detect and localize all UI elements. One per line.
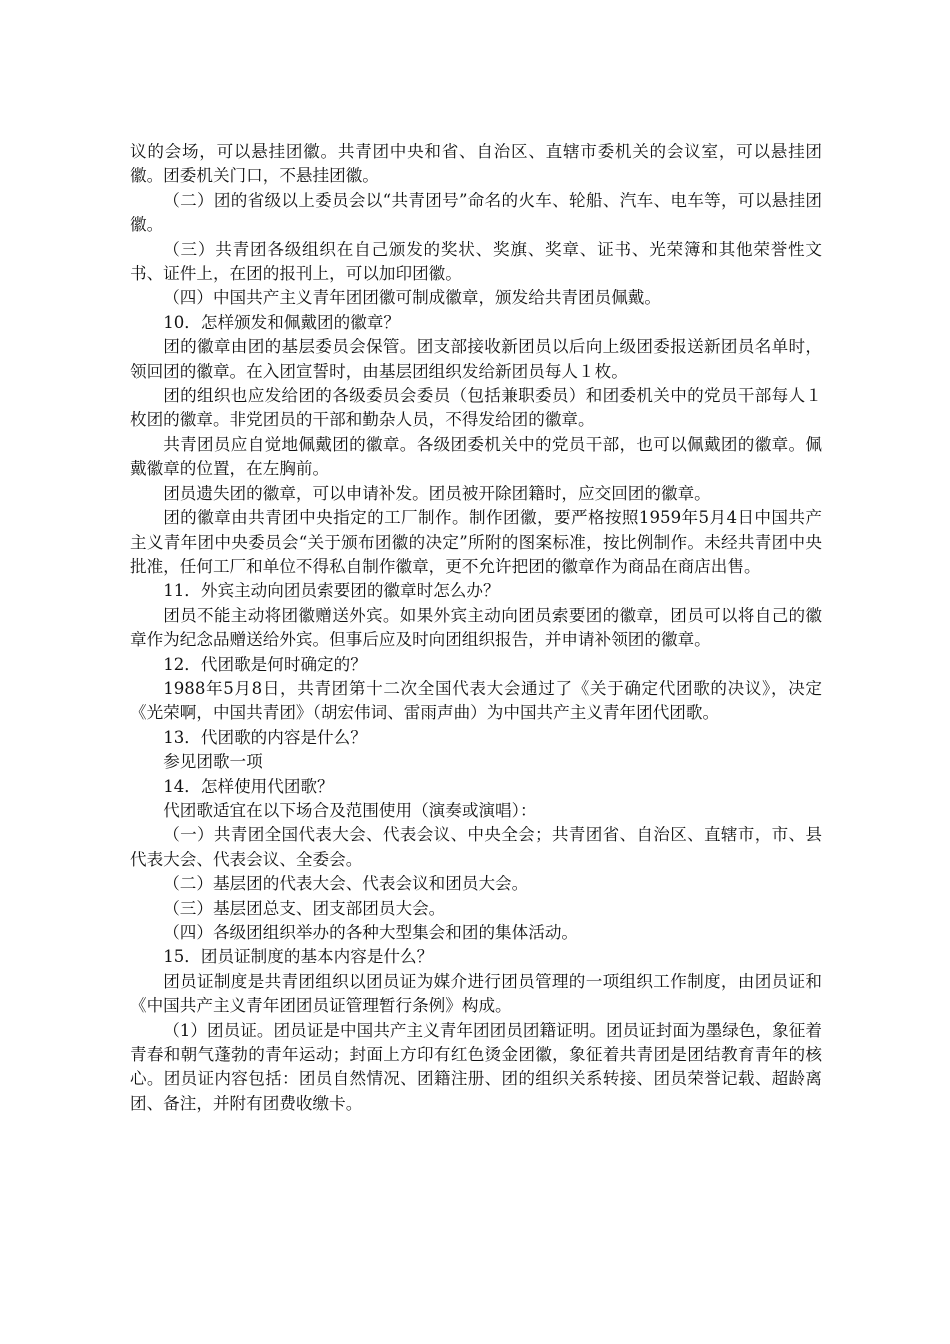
paragraph: 团员不能主动将团徽赠送外宾。如果外宾主动向团员索要团的徽章，团员可以将自己的徽章作为纪念品赠送给外宾。但事后应及时向团组织报告，并申请补领团的徽章。 [130, 605, 822, 650]
paragraph: （三）基层团总支、团支部团员大会。 [163, 898, 446, 918]
paragraph: （四）中国共产主义青年团团徽可制成徽章，颁发给共青团员佩戴。 [163, 288, 661, 308]
document-body [130, 140, 822, 1116]
paragraph: （三）共青团各级组织在自己颁发的奖状、奖旗、奖章、证书、光荣簿和其他荣誉性文书、证件上，在团的报刊上，可以加印团徽。 [130, 239, 822, 284]
question-heading: 14．怎样使用代团歌？ [163, 776, 334, 796]
paragraph: 代团歌适宜在以下场合及范围使用（演奏或演唱）： [163, 800, 537, 820]
question-heading: 12．代团歌是何时确定的？ [163, 654, 367, 674]
paragraph: 团的徽章由共青团中央指定的工厂制作。制作团徽，要严格按照1959年5月4日中国共产主义青年团中央委员会“关于颁布团徽的决定”所附的图案标准，按比例制作。未经共青团中央批准，任何工厂和单位不得私自制作徽章，更不允许把团的徽章作为商品在商店出售。 [130, 508, 822, 576]
question-heading: 10．怎样颁发和佩戴团的徽章？ [163, 312, 401, 332]
paragraph: （1）团员证。团员证是中国共产主义青年团团员团籍证明。团员证封面为墨绿色，象征着青春和朝气蓬勃的青年运动；封面上方印有红色烫金团徽，象征着共青团是团结教育青年的核心。团员证内容包括：团员自然情况、团籍注册、团的组织关系转接、团员荣誉记载、超龄离团、备注，并附有团费收缴卡。 [130, 1020, 822, 1113]
question-heading: 15．团员证制度的基本内容是什么？ [163, 947, 434, 967]
paragraph: 团员证制度是共青团组织以团员证为媒介进行团员管理的一项组织工作制度，由团员证和《中国共产主义青年团团员证管理暂行条例》构成。 [130, 971, 822, 1016]
paragraph: 参见团歌一项 [163, 752, 263, 772]
paragraph: 团的组织也应发给团的各级委员会委员（包括兼职委员）和团委机关中的党员干部每人１枚团的徽章。非党团员的干部和勤杂人员，不得发给团的徽章。 [130, 386, 822, 430]
paragraph: （二）基层团的代表大会、代表会议和团员大会。 [163, 874, 529, 894]
paragraph: （二）团的省级以上委员会以“共青团号”命名的火车、轮船、汽车、电车等，可以悬挂团徽。 [130, 190, 822, 235]
question-heading: 13．代团歌的内容是什么？ [163, 727, 367, 747]
paragraph: （一）共青团全国代表大会、代表会议、中央全会；共青团省、自治区、直辖市，市、县代表大会、代表会议、全委会。 [130, 825, 822, 869]
paragraph: 共青团员应自觉地佩戴团的徽章。各级团委机关中的党员干部，也可以佩戴团的徽章。佩戴徽章的位置，在左胸前。 [130, 434, 822, 479]
question-heading: 11．外宾主动向团员索要团的徽章时怎么办？ [163, 581, 500, 601]
paragraph: 1988年5月8日，共青团第十二次全国代表大会通过了《关于确定代团歌的决议》，决定《光荣啊，中国共青团》（胡宏伟词、雷雨声曲）为中国共产主义青年团代团歌。 [130, 678, 822, 723]
paragraph: 团员遗失团的徽章，可以申请补发。团员被开除团籍时，应交回团的徽章。 [163, 483, 711, 503]
paragraph-continued: 议的会场，可以悬挂团徽。共青团中央和省、自治区、直辖市委机关的会议室，可以悬挂团徽。团委机关门口，不悬挂团徽。 [130, 142, 822, 186]
paragraph: 团的徽章由团的基层委员会保管。团支部接收新团员以后向上级团委报送新团员名单时，领回团的徽章。在入团宣誓时，由基层团组织发给新团员每人１枚。 [130, 337, 822, 381]
paragraph: （四）各级团组织举办的各种大型集会和团的集体活动。 [163, 923, 579, 942]
